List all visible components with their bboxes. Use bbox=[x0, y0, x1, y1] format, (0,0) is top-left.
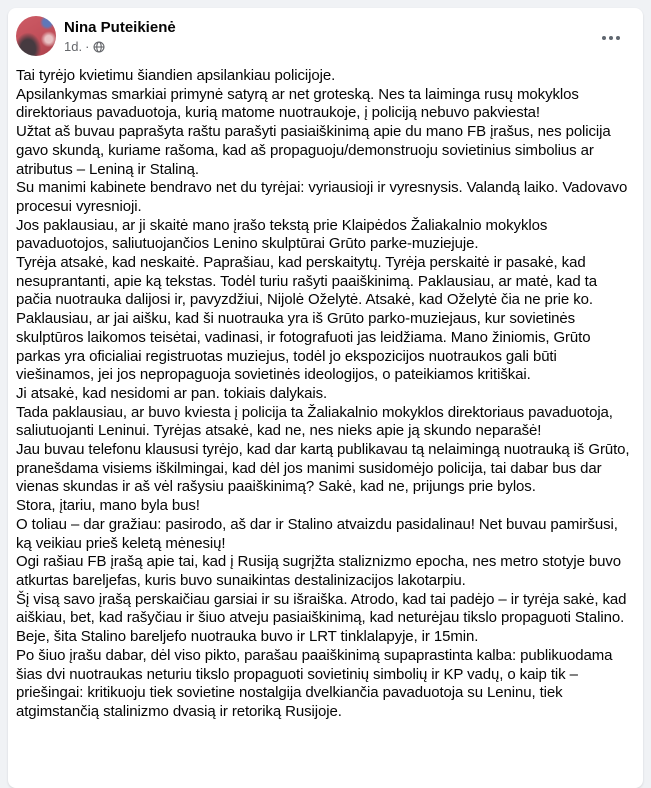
avatar[interactable] bbox=[16, 16, 56, 56]
author-name[interactable]: Nina Puteikienė bbox=[64, 19, 176, 36]
post-paragraph: Su manimi kabinete bendravo net du tyrėjai: vyriausioji ir vyresnysis. Valandą laiko. Vadovavo procesui vyresnioji. bbox=[16, 179, 632, 215]
post-timestamp[interactable]: 1d. bbox=[64, 39, 83, 54]
post-paragraph: Stora, įtariu, mano byla bus! bbox=[16, 497, 200, 515]
meta-separator: · bbox=[85, 39, 90, 54]
post-paragraph: Šį visą savo įrašą perskaičiau garsiai ir su išraiška. Atrodo, kad tai padėjo – ir tyrėja sakė, kad aiškiau, bet, kad rašyčiau ir šiuo atveju pasiaiškinimą, kad neturėjau tikslo propaguoti Stalino. bbox=[16, 590, 631, 627]
post-paragraph: Apsilankymas smarkiai primynė satyrą ar net groteską. Nes ta laiminga rusų mokyklos direktoriaus pavaduotoja, kurią matome nuotraukoje, į policiją nebuvo pakviesta! bbox=[16, 85, 583, 122]
post-header-text bbox=[64, 16, 176, 55]
post-paragraph: Užtat aš buvau paprašyta raštu parašyti pasiaiškinimą apie du mano FB įrašus, nes policija gavo skundą, kuriame rašoma, kad aš propaguoju/demonstruoju sovietinius simbolius ar atributus – Leniną ir Staliną. bbox=[16, 123, 615, 178]
post-paragraph: Tai tyrėjo kvietimu šiandien apsilankiau policijoje. bbox=[16, 67, 336, 84]
post-paragraph: O toliau – dar gražiau: pasirodo, aš dar ir Stalino atvaizdu pasidalinau! Net buvau pamiršusi, ką veikiau prieš keletą mėnesių! bbox=[16, 515, 622, 552]
post-paragraph: Tyrėja atsakė, kad neskaitė. Paprašiau, kad perskaitytų. Tyrėja perskaitė ir pasakė, kad nesuprantanti, apie ką tekstas. Todėl turiu rašyti paaiškinimą. Paklausiau, ar matė, kad ta pačia nuotrauka dalijosi ir, pavyzdžiui, Nijolė Oželytė. Atsakė, kad Oželytė čia ne prie ko. Paklausiau, ar jai aišku, kad ši nuotrauka yra iš Grūto parko-muziejaus, kur sovietinės skulptūros laikomos teisėtai, vadinasi, ir fotografuoti jas leidžiama. Mano žiniomis, Grūto parkas yra oficialiai registruotas muziejus, todėl jo ekspozicijos nuotraukos gali būti viešinamos, jei jos nepropaguoja sovietinės ideologijos, o pateikiamos kritiškai. bbox=[16, 254, 602, 384]
post-paragraph: Tada paklausiau, ar buvo kviesta į policija ta Žaliakalnio mokyklos direktoriaus pavaduotoja, saliutuojanti Leninui. Tyrėjas atsakė, kad ne, nes nieks apie ją skundo neparašė! bbox=[16, 403, 617, 440]
post-paragraph: Jos paklausiau, ar ji skaitė mano įrašo tekstą prie Klaipėdos Žaliakalnio mokyklos pavaduotojos, saliutuojančios Lenino skulptūrai Grūto parke-muziejuje. bbox=[16, 216, 552, 253]
post-paragraph: Po šiuo įrašu dabar, dėl viso pikto, parašau paaiškinimą supaprastinta kalba: publikuodama šias dvi nuotraukas neturiu tikslo propaguoti sovietinių simbolių ir KP vadų, o kaip tik – priešingai: kritikuoju tiek sovietine nostalgija dvelkiančia pavaduotoja su Leninu, tiek atgimstančią stalinizmo dvasią ir retoriką Rusijoje. bbox=[16, 646, 617, 720]
post-paragraph: Jau buvau telefonu klaususi tyrėjo, kad dar kartą publikavau tą nelaimingą nuotrauką iš Grūto, pranešdama visiems iškilmingai, kad dėl jos manimi susidomėjo policija, tai dabar bus dar vienas skundas ir aš vėl rašysiu paaiškinimą? Sakė, kad ne, prijungs prie bylos. bbox=[16, 441, 634, 496]
post-paragraph: Beje, šita Stalino bareljefo nuotrauka buvo ir LRT tinklalapyje, ir 15min. bbox=[16, 628, 479, 646]
facebook-post-card bbox=[8, 8, 643, 788]
post-paragraph: Ji atsakė, kad nesidomi ar pan. tokiais dalykais. bbox=[16, 384, 328, 402]
post-body bbox=[8, 60, 643, 734]
post-paragraph: Ogi rašiau FB įrašą apie tai, kad į Rusiją sugrįžta staliznizmo epocha, nes metro stotyje buvo atkurtas bareljefas, kuris buvo sunaikintas destalinizacijos lakotarpiu. bbox=[16, 553, 626, 589]
more-options-button[interactable] bbox=[595, 26, 627, 50]
more-horizontal-icon bbox=[602, 36, 620, 40]
post-meta-row bbox=[64, 38, 176, 55]
post-header bbox=[8, 8, 643, 60]
globe-icon bbox=[93, 41, 105, 53]
